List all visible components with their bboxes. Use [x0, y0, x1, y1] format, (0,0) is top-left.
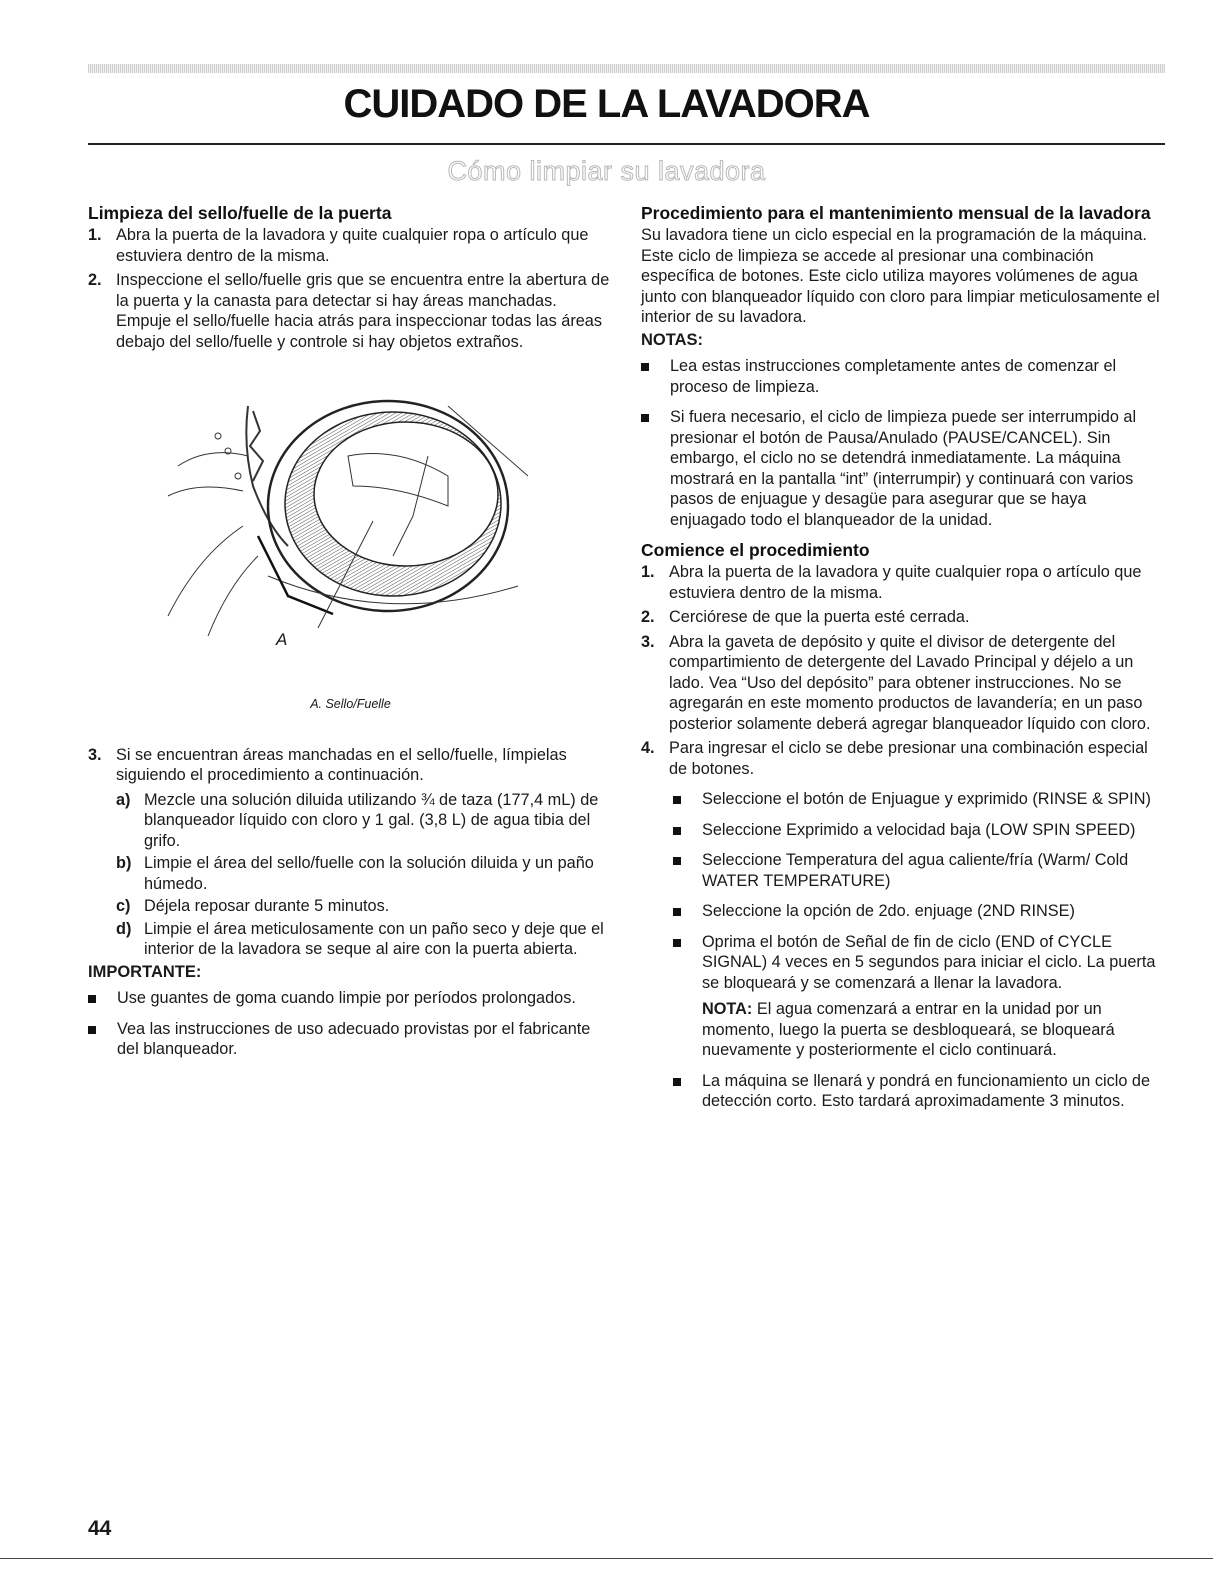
bullet-text: Seleccione la opción de 2do. enjuage (2ND RINSE): [702, 902, 1075, 920]
bullet-text: Seleccione Exprimido a velocidad baja (LOW SPIN SPEED): [702, 820, 1136, 839]
step-text: Inspeccione el sello/fuelle gris que se encuentra entre la abertura de la puerta y la canasta para detectar si hay áreas manchadas. Empuje el sello/fuelle hacia atrás para inspeccionar todas las áreas debajo del sello/fuelle y controle si hay objetos extraños.: [116, 271, 610, 351]
bullet-square-icon: [673, 820, 702, 841]
page-title: CUIDADO DE LA LAVADORA: [343, 82, 870, 126]
washer-door-seal-drawing: [148, 386, 528, 646]
step-number: 3.: [88, 745, 102, 764]
sub-step-text: Mezcle una solución diluida utilizando ¾ de taza (177,4 mL) de blanqueador líquido con cloro y 1 gal. (3,8 L) de agua tibia del grifo.: [144, 790, 599, 850]
bullet-square-icon: [88, 988, 117, 1009]
important-label: IMPORTANTE:: [88, 962, 202, 981]
step-text: Abra la gaveta de depósito y quite el divisor de detergente del compartimiento de detergente del Lavado Principal y déjelo a un lado. Vea “Uso del depósito” para obtener instrucciones. No se agregarán en este momento productos de lavandería; en un paso posterior solamente deberá agregar blanqueador líquido con cloro.: [669, 632, 1151, 733]
bullet-text: Si fuera necesario, el ciclo de limpieza puede ser interrumpido al presionar el botón de Pausa/Anulado (PAUSE/CANCEL). Sin embargo, el ciclo no se detendrá inmediatamente. La máquina mostrará en la pantalla “int” (interrumpir) y continuará con varios pasos de enjuague y desagüe para asegurar que se haya enjuagado todo el blanqueador de la unidad.: [670, 408, 1137, 529]
bullet-text: Seleccione el botón de Enjuague y exprimido (RINSE & SPIN): [702, 790, 1151, 808]
list-item: [641, 738, 1161, 779]
list-item: [673, 789, 1161, 810]
bullet-text: Oprima el botón de Señal de fin de ciclo (END of CYCLE SIGNAL) 4 veces en 5 segundos para iniciar el ciclo. La puerta se bloqueará y se comenzará a llenar la lavadora.: [702, 932, 1156, 992]
intro-paragraph: Su lavadora tiene un ciclo especial en la programación de la máquina. Este ciclo de limpieza se accede al presionar una combinación específica de botones. Este ciclo utiliza mayores volúmenes de agua junto con blanqueador líquido con cloro para limpiar meticulosamente el interior de su lavadora.: [641, 226, 1160, 326]
list-item: [88, 270, 613, 352]
bullet-text: Vea las instrucciones de uso adecuado provistas por el fabricante del blanqueador.: [117, 1019, 591, 1058]
step-text: Abra la puerta de la lavadora y quite cualquier ropa o artículo que estuviera dentro de la misma.: [669, 563, 1142, 602]
list-item: [88, 988, 613, 1009]
step-number: 1.: [641, 563, 655, 581]
bullet-text: La máquina se llenará y pondrá en funcionamiento un ciclo de detección corto. Esto tardará aproximadamente 3 minutos.: [702, 1071, 1151, 1110]
header-band: [88, 64, 1165, 73]
sub-step-letter: b): [116, 854, 132, 872]
sub-step: [116, 896, 613, 917]
sub-step-text: Limpie el área del sello/fuelle con la solución diluida y un paño húmedo.: [144, 854, 594, 893]
right-column: [641, 203, 1161, 1122]
list-item: [641, 632, 1161, 735]
step-number: 2.: [641, 608, 655, 626]
step-number: 4.: [641, 739, 655, 757]
step-number: 1.: [88, 226, 102, 244]
step-text: Abra la puerta de la lavadora y quite cualquier ropa o artículo que estuviera dentro de la misma.: [116, 226, 589, 265]
step-text: Cerciórese de que la puerta esté cerrada.: [669, 608, 970, 626]
list-item: [673, 932, 1161, 994]
sub-step: [116, 790, 613, 852]
seal-cleaning-heading: Limpieza del sello/fuelle de la puerta: [88, 203, 392, 223]
section-subtitle: Cómo limpiar su lavadora: [447, 156, 766, 186]
step-text: Para ingresar el ciclo se debe presionar una combinación especial de botones.: [669, 739, 1148, 778]
list-item: [88, 1019, 613, 1060]
figure-callout-letter: A: [276, 630, 288, 649]
list-item: [641, 407, 1161, 530]
sub-step-letter: d): [116, 919, 132, 938]
bullet-text: Use guantes de goma cuando limpie por períodos prolongados.: [117, 989, 576, 1007]
step-text: Si se encuentran áreas manchadas en el sello/fuelle, límpielas siguiendo el procedimiento a continuación.: [116, 745, 567, 784]
sub-step-text: Déjela reposar durante 5 minutos.: [144, 897, 390, 915]
list-item: [641, 562, 1161, 603]
bullet-square-icon: [673, 789, 702, 810]
bullet-square-icon: [673, 932, 702, 994]
sub-step-text: Limpie el área meticulosamente con un paño seco y deje que el interior de la lavadora se seque al aire con la puerta abierta.: [144, 919, 604, 958]
sub-step-letter: a): [116, 790, 131, 809]
nota-text: El agua comenzará a entrar en la unidad por un momento, luego la puerta se desbloqueará, se bloqueará nuevamente y posteriormente el ciclo continuará.: [702, 1000, 1115, 1059]
monthly-maintenance-heading: Procedimiento para el mantenimiento mensual de la lavadora: [641, 203, 1151, 223]
nota-paragraph: [702, 999, 1161, 1061]
step-number: 2.: [88, 271, 102, 289]
footer-rule: [0, 1558, 1213, 1559]
sub-step-letter: c): [116, 897, 131, 915]
start-procedure-heading: Comience el procedimiento: [641, 540, 870, 560]
bullet-square-icon: [641, 407, 670, 530]
sub-step: [116, 919, 613, 960]
notes-label: NOTAS:: [641, 330, 704, 349]
list-item: [673, 820, 1161, 841]
bullet-square-icon: [673, 850, 702, 891]
seal-illustration: [88, 386, 613, 686]
figure-caption: A. Sello/Fuelle: [310, 697, 391, 711]
list-item: [673, 901, 1161, 922]
sub-step: [116, 853, 613, 894]
list-item: [641, 607, 1161, 628]
left-column: [88, 203, 613, 1070]
bullet-square-icon: [641, 356, 670, 397]
bullet-square-icon: [673, 901, 702, 922]
page-number: 44: [88, 1517, 112, 1540]
bullet-square-icon: [673, 1071, 702, 1112]
list-item: [88, 225, 613, 266]
step-number: 3.: [641, 632, 655, 651]
list-item: [88, 745, 613, 786]
title-rule: [88, 143, 1165, 145]
list-item: [641, 356, 1161, 397]
bullet-text: Seleccione Temperatura del agua caliente/fría (Warm/ Cold WATER TEMPERATURE): [702, 851, 1129, 890]
nota-label: NOTA:: [702, 1000, 753, 1018]
bullet-square-icon: [88, 1019, 117, 1060]
list-item: [673, 850, 1161, 891]
bullet-text: Lea estas instrucciones completamente antes de comenzar el proceso de limpieza.: [670, 357, 1117, 396]
list-item: [673, 1071, 1161, 1112]
